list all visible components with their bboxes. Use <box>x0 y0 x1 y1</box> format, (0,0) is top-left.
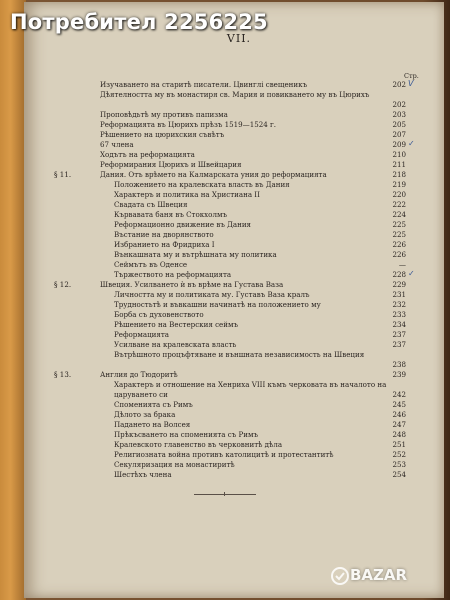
toc-entry <box>54 410 418 420</box>
toc-entry-title: Свадата съ Швеция <box>114 200 188 209</box>
end-divider <box>194 494 256 496</box>
toc-entry-title: Вътрѣшното процъфтяване и външната независимость на Швеция <box>114 350 365 359</box>
toc-entry-title: Избранието на Фридриха I <box>114 240 215 249</box>
toc-entry-title: 67 члена <box>100 140 134 149</box>
toc-entry <box>54 280 418 290</box>
toc-entry <box>54 400 418 410</box>
toc-page-number: 225 <box>392 220 406 229</box>
handwritten-check-mark: V <box>408 79 414 88</box>
toc-entry-title: Реформацията въ Цюрихъ прѣзъ 1519—1524 г. <box>100 120 277 129</box>
toc-entry-title: Положението на кралевската власть въ Дания <box>114 180 290 189</box>
toc-entry-title: Кървавата баня въ Стокхолмъ <box>114 210 227 219</box>
toc-entry <box>54 80 418 90</box>
toc-entry <box>54 330 418 340</box>
toc-entry <box>54 260 418 270</box>
toc-page-number: 237 <box>392 340 406 349</box>
toc-page-number: 239 <box>392 370 406 379</box>
toc-entry-title: Кралевското главенство въ черковнитѣ дѣла <box>114 440 283 449</box>
toc-page-number: 205 <box>392 120 406 129</box>
toc-entry <box>54 90 418 110</box>
toc-page-number: 246 <box>392 410 406 419</box>
toc-page-number: 248 <box>392 430 406 439</box>
toc-entry <box>54 420 418 430</box>
toc-entry <box>54 370 418 380</box>
toc-entry <box>54 450 418 460</box>
toc-page-number: 229 <box>392 280 406 289</box>
toc-page-number: 228 <box>392 270 406 279</box>
toc-entry-title: Дания. Отъ врѣмето на Калмарската уния до реформацията <box>100 170 327 179</box>
seller-title: Потребител 2256225 <box>10 10 268 34</box>
toc-entry-title: Личността му и политиката му. Густавъ Ваза кралъ <box>114 290 310 299</box>
toc-entry-title: Усилване на кралевската власть <box>114 340 237 349</box>
toc-entry <box>54 300 418 310</box>
toc-entry-title: Реформацията <box>114 330 170 339</box>
toc-entry <box>54 250 418 260</box>
toc-entry-title: Шестѣхъ члена <box>114 470 172 479</box>
toc-page-number: 252 <box>392 450 406 459</box>
toc-entry <box>54 240 418 250</box>
toc-page-number: 254 <box>392 470 406 479</box>
toc-entry-title: Рѣшението на цюрихския съвѣтъ <box>100 130 225 139</box>
toc-entry-title: Реформирания Цюрихъ и Швейцария <box>100 160 242 169</box>
handwritten-check-mark: ✓ <box>408 139 415 148</box>
toc-entry <box>54 310 418 320</box>
table-of-contents <box>54 80 418 480</box>
toc-entry <box>54 350 418 370</box>
book-page <box>24 2 444 598</box>
toc-entry-title: Споменията съ Римъ <box>114 400 193 409</box>
toc-entry-title: Швеция. Усилването ѝ въ врѣме на Густава Ваза <box>100 280 284 289</box>
toc-entry-title: Проповѣдьтѣ му противъ папизма <box>100 110 228 119</box>
toc-page-number: 245 <box>392 400 406 409</box>
toc-entry-title: Трудностьтѣ и въвкашни начинатѣ на положението му <box>114 300 321 309</box>
toc-entry <box>54 130 418 140</box>
toc-page-number: 226 <box>392 240 406 249</box>
toc-page-number: 202 <box>392 100 406 109</box>
toc-page-number: 232 <box>392 300 406 309</box>
handwritten-check-mark: ✓ <box>408 269 415 278</box>
toc-entry-title: Секуляризация на монастиритѣ <box>114 460 235 469</box>
toc-page-number: — <box>398 260 406 269</box>
toc-page-number: 247 <box>392 420 406 429</box>
toc-entry <box>54 170 418 180</box>
toc-section-number: § 12. <box>54 280 72 289</box>
toc-entry-title: Борба съ духовенството <box>114 310 204 319</box>
toc-entry <box>54 230 418 240</box>
toc-entry-title: Англия до Тюдоритѣ <box>100 370 178 379</box>
toc-entry <box>54 380 418 400</box>
book-spine <box>0 0 26 600</box>
toc-entry-title: Дѣятелността му въ монастиря св. Мария и повикването му въ Цюрихъ <box>100 90 370 99</box>
toc-page-number: 202 <box>392 80 406 89</box>
toc-entry-title: Вънкашната му и вътрѣшната му политика <box>114 250 277 259</box>
toc-page-number: 210 <box>392 150 406 159</box>
toc-section-number: § 11. <box>54 170 72 179</box>
toc-entry <box>54 140 418 150</box>
toc-entry-title: Дѣлото за брака <box>114 410 176 419</box>
toc-page-number: 219 <box>392 180 406 189</box>
toc-page-number: 211 <box>392 160 406 169</box>
toc-entry <box>54 180 418 190</box>
toc-page-number: 253 <box>392 460 406 469</box>
toc-page-number: 233 <box>392 310 406 319</box>
page-number: VII. <box>226 32 252 45</box>
toc-entry <box>54 270 418 280</box>
toc-page-number: 203 <box>392 110 406 119</box>
toc-entry-title: Характеръ и политика на Христиана II <box>114 190 260 199</box>
toc-entry <box>54 430 418 440</box>
toc-entry <box>54 200 418 210</box>
toc-page-number: 209 <box>392 140 406 149</box>
toc-entry-title: Прѣкъсването на споменията съ Римъ <box>114 430 259 439</box>
toc-page-number: 234 <box>392 320 406 329</box>
toc-entry-title: Реформационно движение въ Дания <box>114 220 252 229</box>
toc-page-number: 207 <box>392 130 406 139</box>
toc-page-number: 238 <box>392 360 406 369</box>
toc-page-number: 237 <box>392 330 406 339</box>
end-divider-tick <box>224 492 225 496</box>
toc-entry <box>54 150 418 160</box>
toc-entry <box>54 190 418 200</box>
toc-page-number: 220 <box>392 190 406 199</box>
bazar-logo-icon <box>330 566 350 586</box>
toc-page-number: 251 <box>392 440 406 449</box>
toc-entry <box>54 160 418 170</box>
toc-entry <box>54 210 418 220</box>
toc-page-number: 226 <box>392 250 406 259</box>
bazar-logo: BAZAR <box>350 566 408 584</box>
toc-entry-title: Въстание на дворянството <box>114 230 214 239</box>
toc-entry <box>54 340 418 350</box>
toc-entry-title: Падането на Волсея <box>114 420 191 429</box>
toc-page-number: 224 <box>392 210 406 219</box>
toc-entry-title: Изучаването на старитѣ писатели. Цвинглі свещеникъ <box>100 80 308 89</box>
toc-entry-title: Характеръ и отношение на Хенриха VIII къмъ черковата въ началото на царуването си <box>114 380 387 399</box>
toc-entry-title: Ходътъ на реформацията <box>100 150 195 159</box>
toc-entry <box>54 320 418 330</box>
toc-entry <box>54 440 418 450</box>
toc-page-number: 218 <box>392 170 406 179</box>
toc-entry-title: Религиозната война противъ католицитѣ и протестантитѣ <box>114 450 334 459</box>
toc-entry <box>54 220 418 230</box>
toc-entry-title: Сеймътъ въ Оденсе <box>114 260 188 269</box>
toc-section-number: § 13. <box>54 370 72 379</box>
toc-page-number: 231 <box>392 290 406 299</box>
toc-entry <box>54 290 418 300</box>
toc-entry <box>54 470 418 480</box>
toc-page-number: 225 <box>392 230 406 239</box>
toc-entry <box>54 120 418 130</box>
toc-page-number: 222 <box>392 200 406 209</box>
toc-entry-title: Тържеството на реформацията <box>114 270 232 279</box>
toc-entry-title: Рѣшението на Вестерския сеймъ <box>114 320 239 329</box>
toc-entry <box>54 110 418 120</box>
toc-page-number: 242 <box>392 390 406 399</box>
page-column-label: Стр. <box>404 72 419 80</box>
toc-entry <box>54 460 418 470</box>
